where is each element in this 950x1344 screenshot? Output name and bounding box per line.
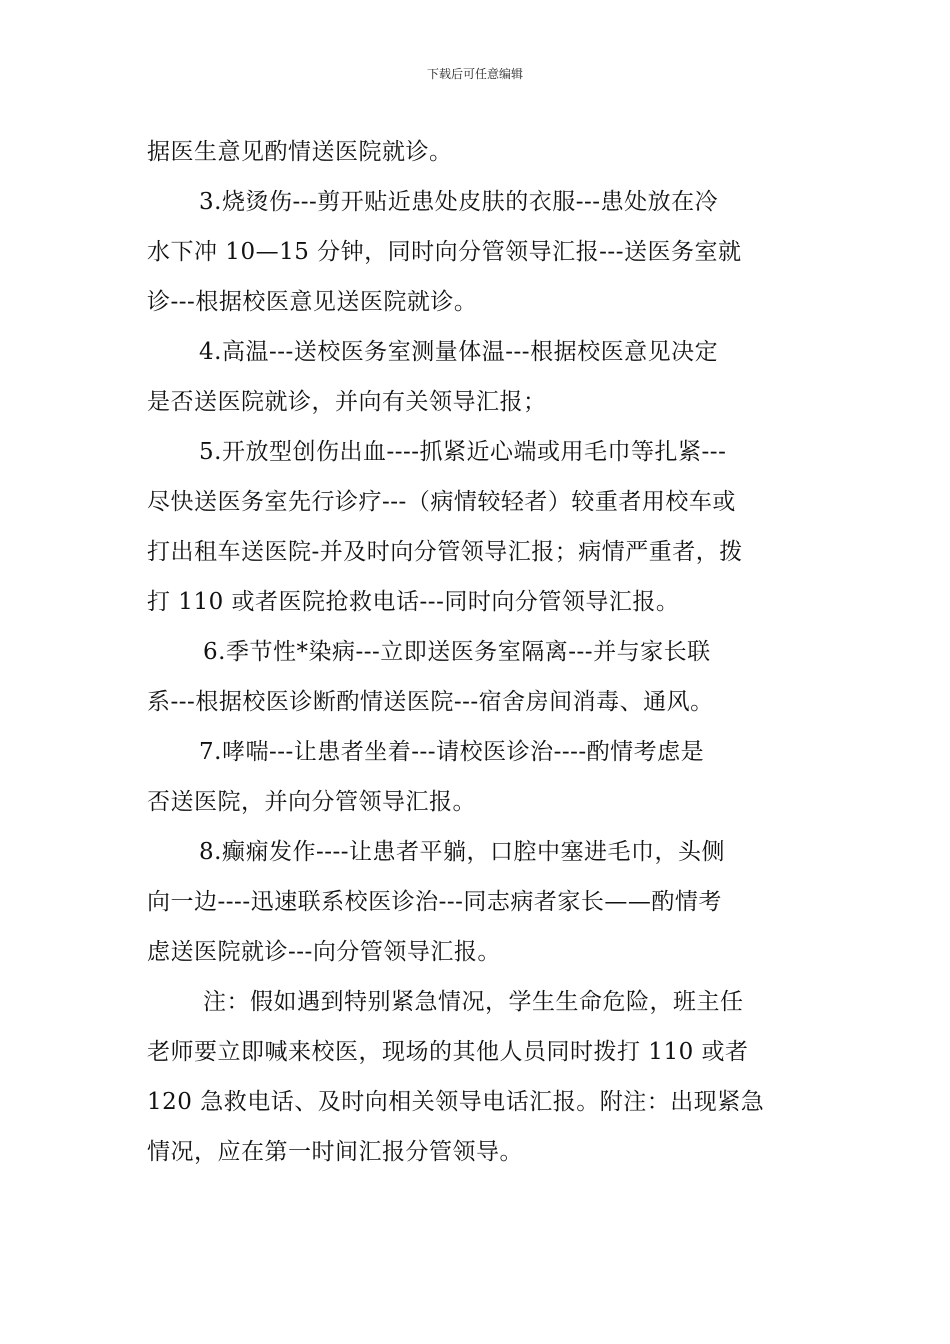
text-line: 5.开放型创伤出血----抓紧近心端或用毛巾等扎紧--- [199,439,727,465]
text-line: 8.癫痫发作----让患者平躺，口腔中塞进毛巾，头侧 [199,839,726,865]
text-line: 系---根据校医诊断酌情送医院---宿舍房间消毒、通风。 [147,689,714,715]
text-line: 7.哮喘---让患者坐着---请校医诊治----酌情考虑是 [199,739,705,765]
text-line: 向一边----迅速联系校医诊治---同志病者家长——酌情考 [147,889,722,915]
text-line: 老师要立即喊来校医，现场的其他人员同时拨打 110 或者 [147,1039,749,1065]
text-line: 据医生意见酌情送医院就诊。 [147,139,453,165]
text-line: 否送医院，并向分管领导汇报。 [147,789,476,815]
text-line: 4.高温---送校医务室测量体温---根据校医意见决定 [199,339,719,365]
text-line: 6.季节性*染病---立即送医务室隔离---并与家长联 [203,639,711,665]
text-line: 虑送医院就诊---向分管领导汇报。 [147,939,501,965]
text-line: 尽快送医务室先行诊疗---（病情较轻者）较重者用校车或 [147,489,736,515]
document-body [147,127,809,1177]
page-header: 下载后可任意编辑 [426,67,523,81]
text-line: 打出租车送医院-并及时向分管领导汇报；病情严重者，拨 [147,539,743,565]
text-line: 情况，应在第一时间汇报分管领导。 [147,1139,523,1165]
text-line: 注：假如遇到特别紧急情况，学生生命危险，班主任 [203,989,744,1015]
text-line: 120 急救电话、及时向相关领导电话汇报。附注：出现紧急 [147,1089,765,1115]
text-line: 诊---根据校医意见送医院就诊。 [147,289,478,315]
text-line: 3.烧烫伤---剪开贴近患处皮肤的衣服---患处放在冷 [199,189,719,215]
text-line: 水下冲 10—15 分钟，同时向分管领导汇报---送医务室就 [147,239,742,265]
text-line: 是否送医院就诊，并向有关领导汇报； [147,389,547,415]
text-line: 打 110 或者医院抢救电话---同时向分管领导汇报。 [147,589,680,615]
